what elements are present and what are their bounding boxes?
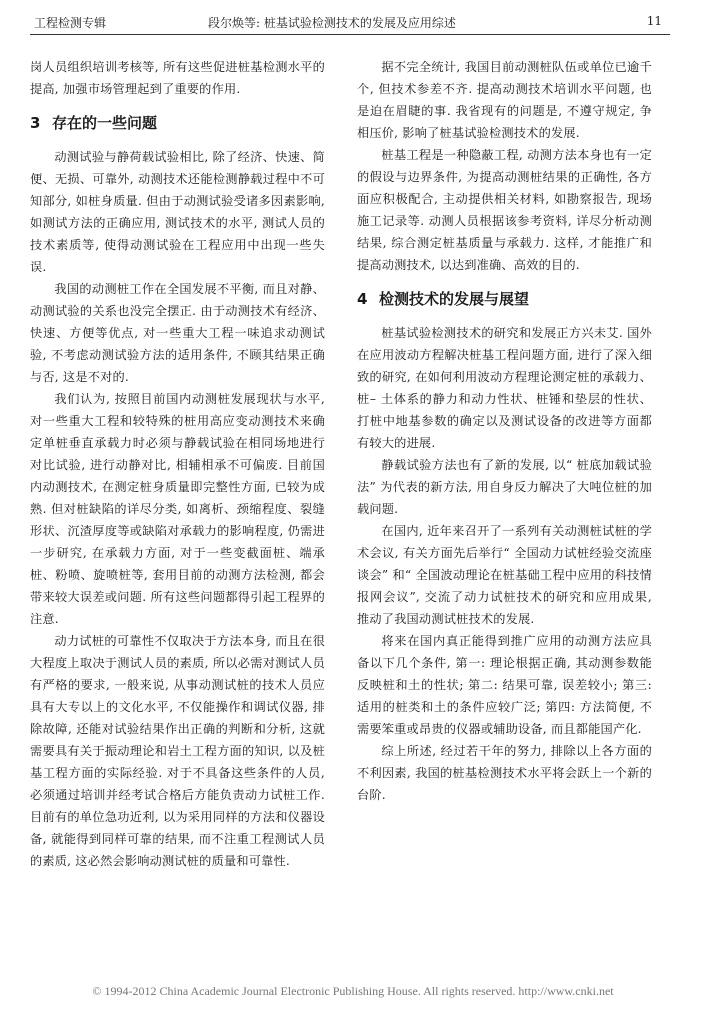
section-number: 3 <box>30 114 41 132</box>
running-header <box>30 10 670 35</box>
copyright-footer: © 1994-2012 China Academic Journal Electronic Publishing House. All rights reserved. http://www.cnki.net <box>92 984 614 998</box>
paragraph: 动测试验与静荷载试验相比, 除了经济、快速、简便、无损、可靠外, 动测技术还能检测静载过程中不可知部分, 如桩身质量. 但由于动测试验受诸多因素影响, 如测试方法的正确应用, 测试技术的水平, 测试人员的技术素质等, 使得动测试验在工程应用中出现一些失误. <box>30 150 325 274</box>
right-column <box>357 56 652 806</box>
paragraph: 我们认为, 按照目前国内动测桩发展现状与水平, 对一些重大工程和较特殊的桩用高应变动测技术来确定单桩垂直承载力时必须与静载试验在相同场地进行对比试验, 进行动静对比, 相辅相承不可偏废. 目前国内动测技术, 在测定桩身质量即完整性方面, 已较为成熟. 但对桩缺陷的详尽分类, 如离析、颈缩程度、裂缝形状、沉渣厚度等或缺陷对承载力的影响程度, 仍需进一步研究, 在承载力方面, 对于一些变截面桩、端承桩、粉喷、旋喷桩等, 套用目前的动测方法检测, 都会带来较大误差或问题. 所有这些问题都得引起工程界的注意. <box>30 392 325 626</box>
left-column <box>30 56 325 872</box>
article-title: 段尔焕等: 桩基试验检测技术的发展及应用综述 <box>208 16 456 30</box>
paragraph: 将来在国内真正能得到推广应用的动测方法应具备以下几个条件, 第一: 理论根据正确, 其动测参数能反映桩和土的性状; 第二: 结果可靠, 误差较小; 第三: 适用的桩类和土的条件应较广泛; 第四: 方法简便, 不需要笨重或昂贵的仪器或辅助设备, 而且都能国产化. <box>357 634 652 736</box>
journal-name: 工程检测专辑 <box>34 16 107 30</box>
paragraph: 综上所述, 经过若干年的努力, 排除以上各方面的不利因素, 我国的桩基检测技术水平将会跃上一个新的台阶. <box>357 744 652 802</box>
section-4-heading <box>357 288 652 310</box>
paragraph: 我国的动测桩工作在全国发展不平衡, 而且对静、动测试验的关系也没完全摆正. 由于动测技术有经济、快速、方便等优点, 对一些重大工程一味追求动测试验, 不考虑动测试验方法的适用条件, 不顾其结果正确与否, 这是不对的. <box>30 282 325 384</box>
paragraph: 据不完全统计, 我国目前动测桩队伍或单位已逾千个, 但技术参差不齐. 提高动测技术培训水平问题, 也是迫在眉睫的事. 我省现有的问题是, 不遵守规定, 争相压价, 影响了桩基试验检测技术的发展. <box>357 60 652 140</box>
paragraph: 在国内, 近年来召开了一系列有关动测桩试桩的学术会议, 有关方面先后举行“ 全国动力试桩经验交流座谈会” 和“ 全国波动理论在桩基础工程中应用的科技情报网会议”, 交流了动力试桩技术的研究和应用成果, 推动了我国动测试桩技术的发展. <box>357 524 652 626</box>
paragraph: 桩基工程是一种隐蔽工程, 动测方法本身也有一定的假设与边界条件, 为提高动测桩结果的正确性, 各方面应积极配合, 主动提供相关材料, 如勘察报告, 现场施工记录等. 动测人员根据该参考资料, 详尽分析动测结果, 综合测定桩基质量与承载力. 这样, 才能推广和提高动测技术, 以达到准确、高效的目的. <box>357 148 652 272</box>
page-number: 11 <box>646 14 662 28</box>
section-3-heading <box>30 112 325 134</box>
section-title: 检测技术的发展与展望 <box>379 290 530 308</box>
paragraph: 动力试桩的可靠性不仅取决于方法本身, 而且在很大程度上取决于测试人员的素质, 所以必需对测试人员有严格的要求, 一般来说, 从事动测试桩的技术人员应具有大专以上的文化水平, 不仅能操作和调试仪器, 排除故障, 还能对试验结果作出正确的判断和分析, 这就需要具有关于振动理论和岩土工程方面的知识, 以及桩基工程方面的实际经验. 对于不具备这些条件的人员, 必须通过培训并经考试合格后方能负责动力试桩工作. 目前有的单位急功近利, 以为采用同样的方法和仪器设备, 就能得到同样可靠的结果, 而不注重工程测试人员的素质, 这必然会影响动测试桩的质量和可靠性. <box>30 634 325 868</box>
paragraph: 桩基试验检测技术的研究和发展正方兴未艾. 国外在应用波动方程解决桩基工程问题方面, 进行了深入细致的研究, 在如何利用波动方程理论测定桩的承载力、桩– 土体系的静力和动力性状、桩锤和垫层的性状、打桩中地基参数的确定以及测试设备的改进等方面都有较大的进展. <box>357 326 652 450</box>
paragraph: 静载试验方法也有了新的发展, 以“ 桩底加载试验法” 为代表的新方法, 用自身反力解决了大吨位桩的加载问题. <box>357 458 652 516</box>
section-number: 4 <box>357 290 368 308</box>
paragraph: 岗人员组织培训考核等, 所有这些促进桩基检测水平的提高, 加强市场管理起到了重要的作用. <box>30 60 325 96</box>
section-title: 存在的一些问题 <box>52 114 158 132</box>
